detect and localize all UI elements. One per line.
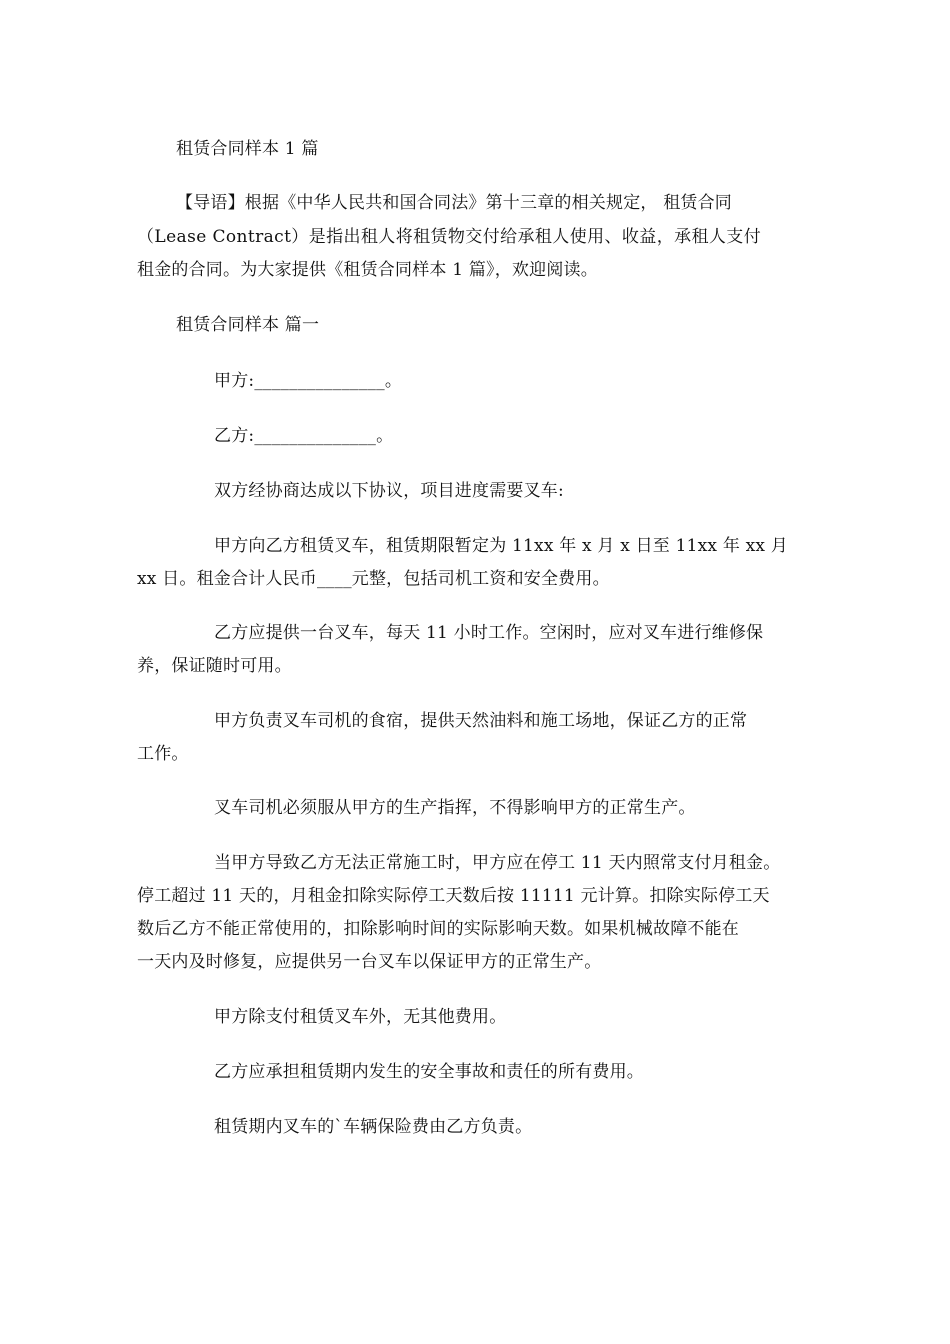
- clause-4-line: 叉车司机必须服从甲方的生产指挥，不得影响甲方的正常生产。: [214, 798, 696, 818]
- intro-line-2: （Lease Contract）是指出租人将租赁物交付给承租人使用、收益，承租人支付: [137, 227, 762, 247]
- clause-5-line-3: 数后乙方不能正常使用的，扣除影响时间的实际影响天数。如果机械故障不能在: [137, 919, 739, 939]
- clause-1-line-1: 甲方向乙方租赁叉车，租赁期限暂定为 11xx 年 x 月 x 日至 11xx 年 xx 月: [214, 536, 788, 556]
- clause-5-line-2: 停工超过 11 天的，月租金扣除实际停工天数后按 11111 元计算。扣除实际停工天: [137, 886, 770, 906]
- clause-7-line: 乙方应承担租赁期内发生的安全事故和责任的所有费用。: [214, 1062, 644, 1082]
- section-title: 租赁合同样本 篇一: [176, 315, 320, 335]
- clause-2-line-1: 乙方应提供一台叉车，每天 11 小时工作。空闲时，应对叉车进行维修保: [214, 623, 764, 643]
- document-title: 租赁合同样本 1 篇: [176, 139, 319, 159]
- party-b-line: 乙方:______________。: [214, 426, 394, 446]
- clause-3-line-2: 工作。: [137, 744, 189, 764]
- intro-line-3: 租金的合同。为大家提供《租赁合同样本 1 篇》，欢迎阅读。: [137, 260, 598, 280]
- clause-5-line-1: 当甲方导致乙方无法正常施工时，甲方应在停工 11 天内照常支付月租金。: [214, 853, 781, 873]
- clause-5-line-4: 一天内及时修复，应提供另一台叉车以保证甲方的正常生产。: [137, 952, 602, 972]
- clause-8-line: 租赁期内叉车的`车辆保险费由乙方负责。: [214, 1117, 533, 1137]
- intro-line-1: 【导语】根据《中华人民共和国合同法》第十三章的相关规定， 租赁合同: [176, 193, 733, 213]
- clause-6-line: 甲方除支付租赁叉车外，无其他费用。: [214, 1007, 507, 1027]
- agreement-line: 双方经协商达成以下协议，项目进度需要叉车:: [214, 481, 564, 501]
- clause-2-line-2: 养，保证随时可用。: [137, 656, 292, 676]
- clause-3-line-1: 甲方负责叉车司机的食宿，提供天然油料和施工场地，保证乙方的正常: [214, 711, 748, 731]
- clause-1-line-2: xx 日。租金合计人民币____元整，包括司机工资和安全费用。: [137, 569, 610, 589]
- party-a-line: 甲方:_______________。: [214, 371, 403, 391]
